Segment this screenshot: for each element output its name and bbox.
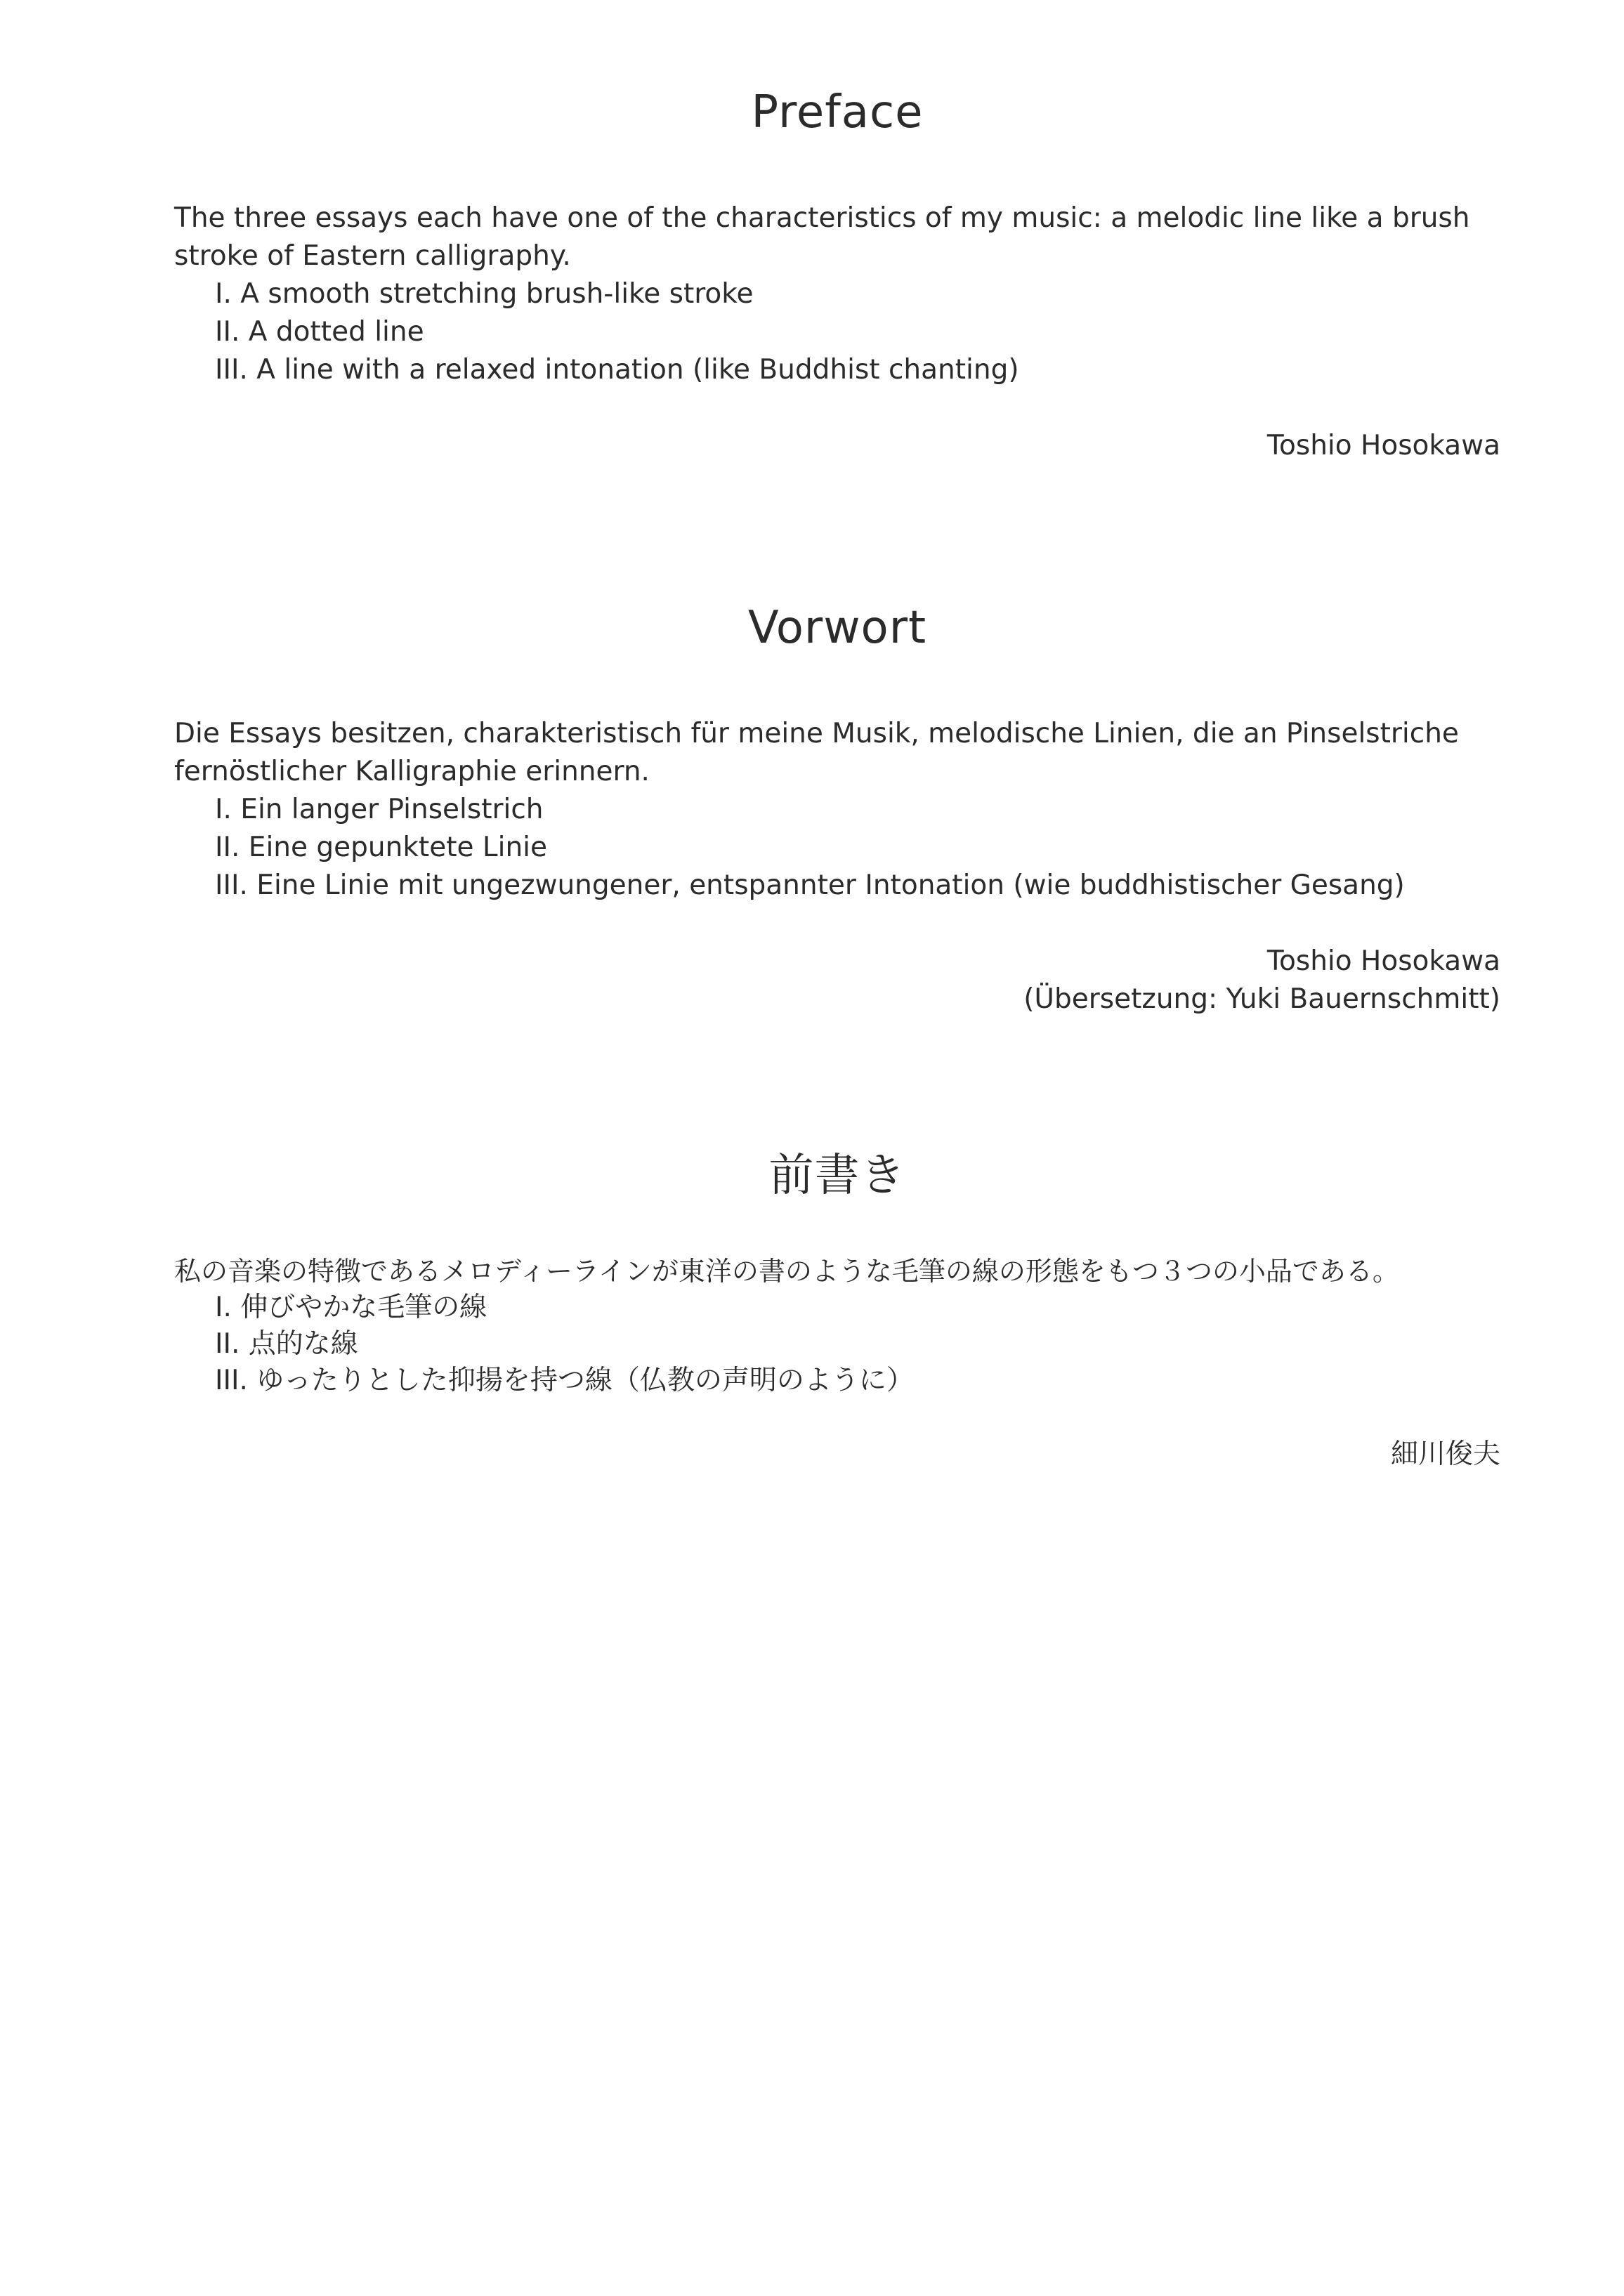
german-intro-paragraph: Die Essays besitzen, charakteristisch für meine Musik, melodische Linien, die an Pinselstriche fernöstlicher Kalligraphie erinnern. bbox=[174, 718, 1459, 787]
english-essay-item-3: III. A line with a relaxed intonation (like Buddhist chanting) bbox=[215, 354, 1019, 386]
german-essay-item-2: II. Eine gepunktete Linie bbox=[215, 832, 547, 863]
japanese-signature: 細川俊夫 bbox=[1390, 1438, 1500, 1470]
german-essay-item-1: I. Ein langer Pinselstrich bbox=[215, 794, 544, 825]
japanese-essay-list bbox=[174, 1290, 1500, 1399]
japanese-essay-item-2: II. 点的な線 bbox=[215, 1328, 358, 1360]
german-translation-credit: (Übersetzung: Yuki Bauernschmitt) bbox=[1023, 983, 1500, 1015]
english-essay-item-2: II. A dotted line bbox=[215, 316, 424, 348]
german-signature: Toshio Hosokawa bbox=[1266, 945, 1500, 977]
japanese-essay-item-1: I. 伸びやかな毛筆の線 bbox=[215, 1292, 487, 1323]
english-essay-item-1: I. A smooth stretching brush-like stroke bbox=[215, 278, 754, 310]
japanese-intro-paragraph: 私の音楽の特徴であるメロディーラインが東洋の書のような毛筆の線の形態をもつ３つの小品である。 bbox=[174, 1256, 1399, 1287]
english-essay-list bbox=[174, 275, 1500, 389]
english-signature: Toshio Hosokawa bbox=[1266, 430, 1500, 461]
german-essay-list bbox=[174, 791, 1500, 905]
japanese-preface-title: 前書き bbox=[768, 1150, 906, 1202]
german-essay-item-3: III. Eine Linie mit ungezwungener, entspannter Intonation (wie buddhistischer Gesang) bbox=[215, 870, 1405, 901]
english-preface-section bbox=[174, 86, 1500, 465]
japanese-preface-section bbox=[174, 1150, 1500, 1474]
japanese-essay-item-3: III. ゆったりとした抑揚を持つ線（仏教の声明のように） bbox=[215, 1365, 914, 1396]
english-intro-paragraph: The three essays each have one of the characteristics of my music: a melodic line like a brush stroke of Eastern calligraphy. bbox=[174, 202, 1470, 272]
german-preface-title: Vorwort bbox=[747, 602, 927, 654]
english-preface-title: Preface bbox=[751, 86, 924, 138]
german-preface-section bbox=[174, 602, 1500, 1018]
